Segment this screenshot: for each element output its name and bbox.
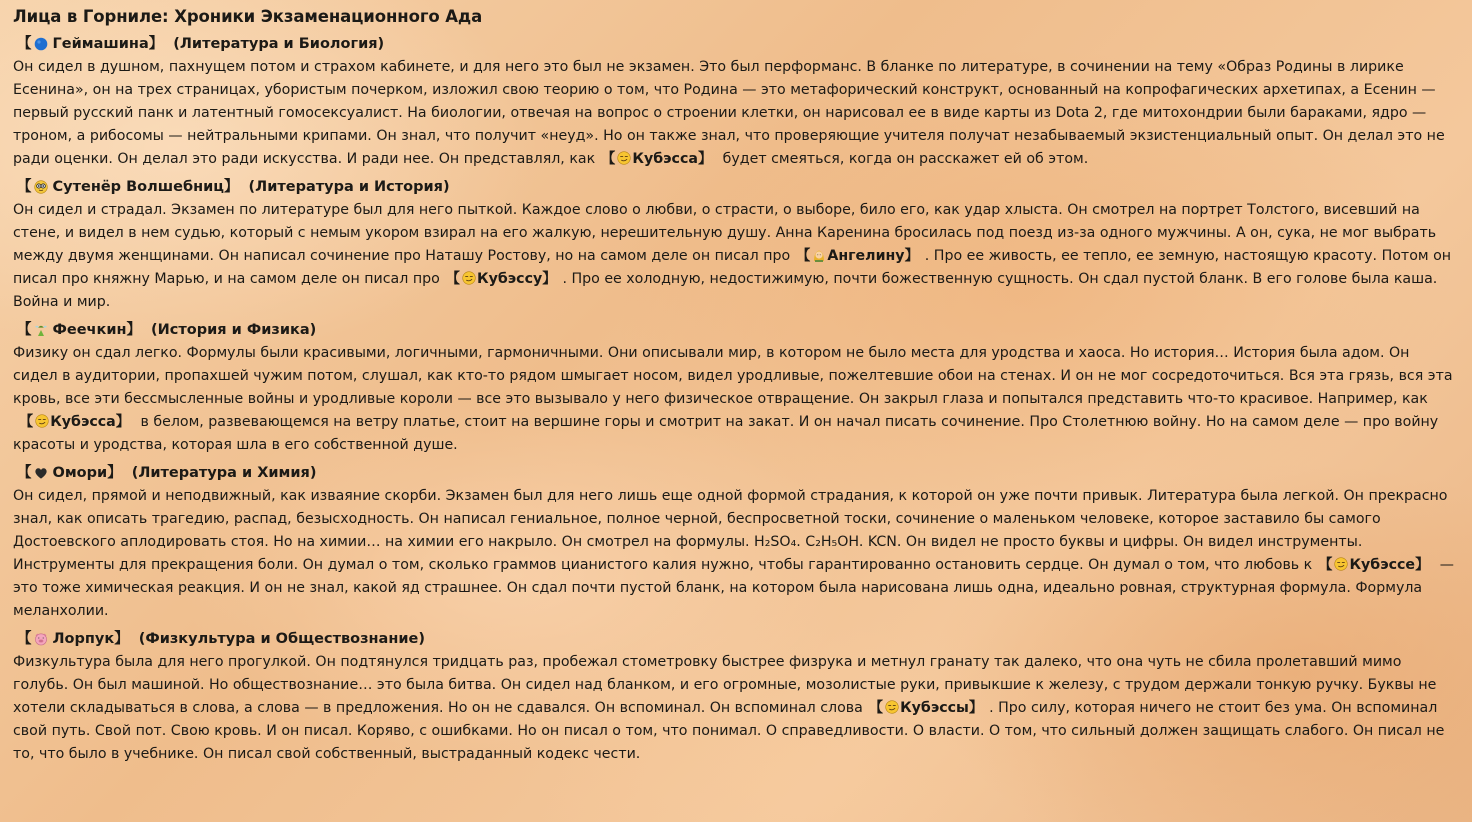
- fairy-icon: [34, 323, 48, 337]
- mention-name: Кубэсса: [50, 414, 116, 430]
- open-bracket: 【: [868, 700, 884, 716]
- open-bracket: 【: [17, 322, 32, 338]
- section-4: [13, 463, 1458, 623]
- close-bracket: 】: [107, 465, 122, 481]
- open-bracket: 【: [445, 271, 460, 287]
- section-subjects: (История и Физика): [151, 322, 317, 338]
- character-name: Геймашина: [52, 36, 149, 52]
- open-bracket: 【: [17, 179, 32, 195]
- paragraph-text: Физику он сдал легко. Формулы были красивыми, логичными, гармоничными. Они описывали мир, в котором не было места для уродства и хаоса. Но история… История была адом. Он сидел в аудитории, пропахшей чужим потом, слушал, как кто-то рядом шмыгает носом, видел уродливые, пожелтевшие обои на стенах. И он не мог сосредоточиться. Вся эта грязь, вся эта кровь, все эти бессмысленные войны и уродливые короли — все это вызывало у него физическое отвращение. Он закрыл глаза и попытался представить что-то красивое. Например, как: [13, 345, 1453, 407]
- close-bracket: 】: [224, 179, 239, 195]
- mention-name: Кубэсса: [632, 151, 698, 167]
- open-bracket: 【: [17, 631, 32, 647]
- open-bracket: 【: [17, 36, 32, 52]
- section-3: [13, 320, 1458, 457]
- paragraph-text: будет смеяться, когда он расскажет ей об этом.: [718, 151, 1089, 167]
- mention-name: Ангелину: [827, 248, 905, 264]
- paragraph-text: Он сидел в душном, пахнущем потом и страхом кабинете, и для него это был не экзамен. Это был перформанс. В бланке по литературе, в сочинении на тему «Образ Родины в лирике Есенина», он на трех страницах, убористым почерком, изложил свою теорию о том, что Родина — это метафорический конструкт, основанный на копрофагических архетипах, а Есенин — первый русский панк и латентный гомосексуалист. На биологии, отвечая на вопрос о строении клетки, он нарисовал ее в виде карты из Dota 2, где митохондрии были бараками, ядро — троном, а рибосомы — нейтральными крипами. Он знал, что получит «неуд». Но он также знал, что проверяющие учителя получат незабываемый экзистенциальный опыт. Он делал это не ради оценки. Он делал это ради искусства. И ради нее. Он представлял, как: [13, 59, 1445, 167]
- smirk-face-icon: [462, 271, 476, 285]
- close-bracket: 】: [542, 271, 557, 287]
- close-bracket: 】: [115, 414, 130, 430]
- smirk-face-icon: [885, 700, 899, 714]
- document-title: Лица в Горниле: Хроники Экзаменационного Ада: [13, 7, 483, 26]
- section-header: [17, 629, 1458, 649]
- character-name: Лорпук: [52, 631, 115, 647]
- mention-name: Кубэссу: [477, 271, 543, 287]
- mention-name: Кубэссе: [1349, 557, 1416, 573]
- section-header: [17, 463, 1458, 483]
- paragraph-text: Он сидел, прямой и неподвижный, как изваяние скорби. Экзамен был для него лишь еще одной формой страдания, к которой он уже почти привык. Литература была легкой. Он прекрасно знал, как описать трагедию, распад, безысходность. Он написал гениальное, полное черной, беспросветной тоски, сочинение о маленьком человеке, которое заставило бы самого Достоевского аплодировать стоя. Но на химии… на химии его накрыло. Он смотрел на формулы. H₂SO₄. C₂H₅OH. KCN. Он видел не просто буквы и цифры. Он видел инструменты. Инструменты для прекращения боли. Он думал о том, сколько граммов цианистого калия нужно, чтобы гарантированно остановить сердце. Он думал о том, что любовь к: [13, 488, 1448, 573]
- close-bracket: 】: [904, 248, 919, 264]
- smirk-face-icon: [617, 151, 631, 165]
- mention-tag[interactable]: [19, 414, 130, 430]
- close-bracket: 】: [697, 151, 713, 167]
- section-paragraph: [13, 342, 1458, 457]
- open-bracket: 【: [19, 414, 34, 430]
- section-header: [17, 177, 1458, 197]
- close-bracket: 】: [114, 631, 129, 647]
- blonde-person-icon: [812, 248, 826, 262]
- section-1: [13, 34, 1458, 171]
- black-heart-icon: [34, 466, 48, 480]
- mention-tag[interactable]: [446, 271, 557, 287]
- mention-tag[interactable]: [796, 248, 919, 264]
- paragraph-text: Физкультура была для него прогулкой. Он подтянулся тридцать раз, пробежал стометровку быстрее физрука и метнул гранату так далеко, что она чуть не сбила пролетавший мимо голубь. Он был машиной. Но обществознание… это была битва. Он сидел над бланком, и его огромные, мозолистые руки, привыкшие к железу, с трудом держали тонкую ручку. Буквы не хотели складываться в слова, а слова — в предложения. Но он не сдавался. Он вспоминал. Он вспоминал слова: [13, 654, 1437, 716]
- mention-tag[interactable]: [869, 700, 983, 716]
- mention-tag[interactable]: [601, 151, 712, 167]
- section-5: [13, 629, 1458, 766]
- section-subjects: (Литература и Химия): [131, 465, 317, 481]
- paragraph-text: в белом, развевающемся на ветру платье, стоит на вершине горы и смотрит на закат. И он начал писать сочинение. Про Столетнюю войну. Но на самом деле — про войну красоты и уродства, которая шла в его собственной душе.: [13, 414, 1439, 453]
- mention-name: Кубэссы: [900, 700, 969, 716]
- smirk-face-icon: [35, 414, 49, 428]
- close-bracket: 】: [1415, 557, 1430, 573]
- paragraph-text: . Про ее холодную, недостижимую, почти божественную сущность. Он сдал пустой бланк. В его голове была каша. Война и мир.: [13, 271, 1438, 310]
- section-subjects: (Физкультура и Обществознание): [138, 631, 425, 647]
- open-bracket: 【: [601, 151, 616, 167]
- paragraph-text: Он сидел и страдал. Экзамен по литературе был для него пыткой. Каждое слово о любви, о страсти, о выборе, било его, как удар хлыста. Он смотрел на портрет Толстого, висевший на стене, и видел в нем судью, который с немым укором взирал на его жалкую, нерешительную душу. Анна Каренина бросилась под поезд из-за одного мужчины. А он, сука, не мог выбрать между двумя женщинами. Он написал сочинение про Наташу Ростову, но на самом деле он писал про: [13, 202, 1437, 264]
- paragraph-text: . Про ее живость, ее тепло, ее земную, настоящую красоту. Потом он писал про княжну Марью, и на самом деле он писал про: [13, 248, 1452, 287]
- section-subjects: (Литература и Биология): [173, 36, 385, 52]
- character-name: Феечкин: [52, 322, 127, 338]
- section-paragraph: [13, 56, 1458, 171]
- section-paragraph: [13, 651, 1458, 766]
- smirk-face-icon: [1334, 557, 1348, 571]
- section-paragraph: [13, 485, 1458, 623]
- character-name: Сутенёр Волшебниц: [52, 179, 225, 195]
- paragraph-text: . Про силу, которая ничего не стоит без ума. Он вспоминал свой путь. Свой пот. Свою кровь. И он писал. Коряво, с ошибками. Но он писал о том, что понимал. О справедливости. О власти. О том, что сильный должен защищать слабого. Он писал не то, что было в учебнике. Он писал свой собственный, выстраданный кодекс чести.: [13, 700, 1445, 762]
- paragraph-text: — это тоже химическая реакция. И он не знал, какой яд страшнее. Он сдал почти пустой бланк, на котором была нарисована лишь одна, идеально ровная, структурная формула. Формула меланхолии.: [13, 557, 1454, 619]
- sunglasses-face-icon: [34, 180, 48, 194]
- blue-circle-icon: [34, 37, 48, 51]
- section-header: [17, 320, 1458, 340]
- section-subjects: (Литература и История): [248, 179, 450, 195]
- character-name: Омори: [52, 465, 108, 481]
- close-bracket: 】: [126, 322, 142, 338]
- section-2: [13, 177, 1458, 314]
- section-header: [17, 34, 1458, 54]
- close-bracket: 】: [148, 36, 164, 52]
- open-bracket: 【: [17, 465, 32, 481]
- section-paragraph: [13, 199, 1458, 314]
- sections-container: [13, 34, 1458, 766]
- pig-face-icon: [34, 632, 48, 646]
- mention-tag[interactable]: [1318, 557, 1429, 573]
- close-bracket: 】: [968, 700, 984, 716]
- open-bracket: 【: [796, 248, 811, 264]
- open-bracket: 【: [1318, 557, 1333, 573]
